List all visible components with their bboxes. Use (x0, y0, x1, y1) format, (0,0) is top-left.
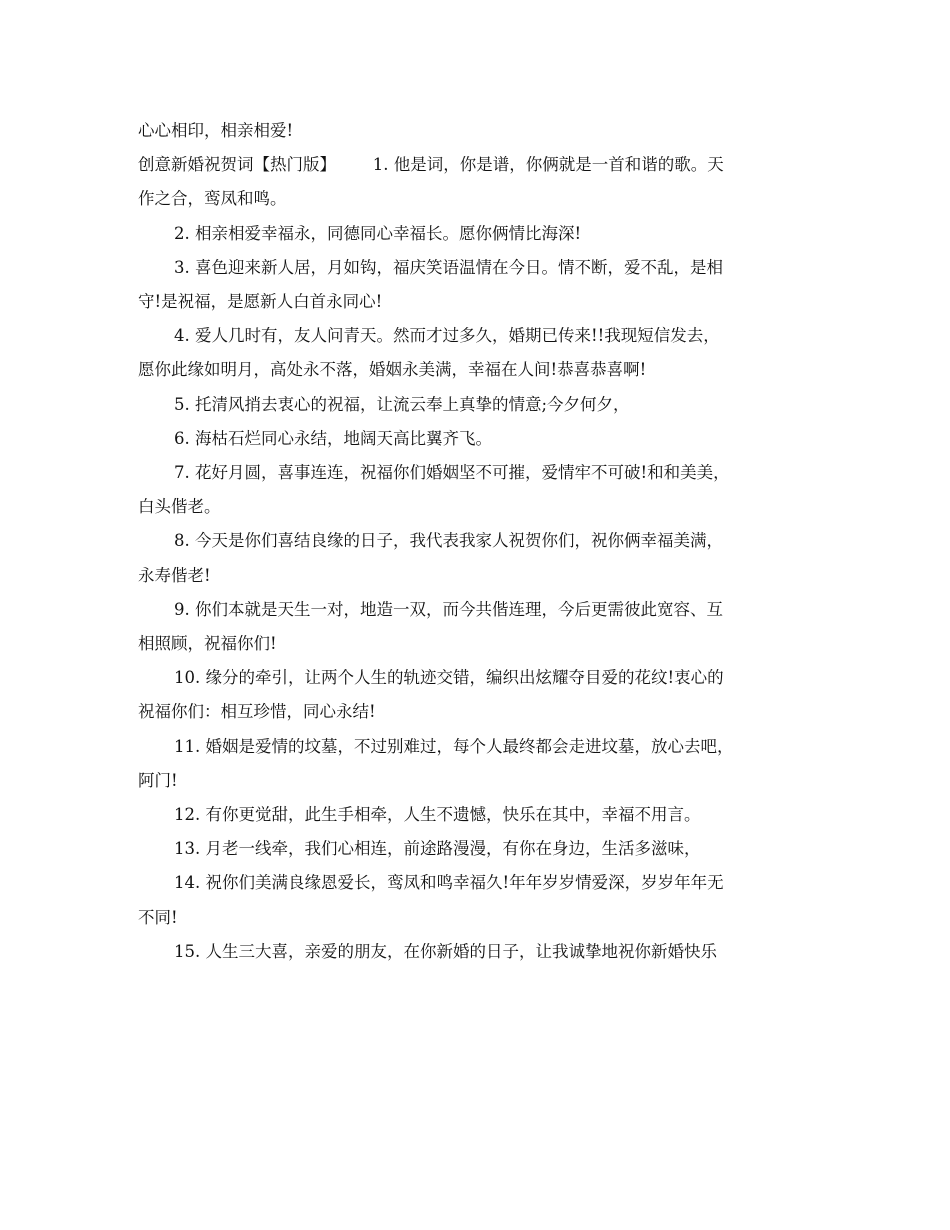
text-line: 白头偕老。 (138, 497, 221, 517)
text-line: 11. 婚姻是爱情的坟墓，不过别难过，每个人最终都会走进坟墓，放心去吧， (174, 736, 734, 756)
text-line: 相照顾，祝福你们! (138, 634, 277, 654)
text-line: 心心相印，相亲相爱! (138, 121, 294, 140)
text-line: 4. 爱人几时有，友人问青天。然而才过多久，婚期已传来!!我现短信发去， (174, 326, 720, 346)
text-line: 9. 你们本就是天生一对，地造一双，而今共偕连理，今后更需彼此宽容、互 (174, 599, 723, 619)
text-line: 3. 喜色迎来新人居，月如钩，福庆笑语温情在今日。情不断，爱不乱，是相 (174, 257, 723, 277)
text-line: 愿你此缘如明月，高处永不落，婚姻永美满，幸福在人间!恭喜恭喜啊! (138, 360, 647, 380)
text-line: 祝福你们：相互珍惜，同心永结! (138, 702, 376, 722)
text-line: 14. 祝你们美满良缘恩爱长，鸾凤和鸣幸福久!年年岁岁情爱深，岁岁年年无 (174, 873, 724, 893)
text-line: 6. 海枯石烂同心永结，地阔天高比翼齐飞。 (174, 428, 492, 448)
text-line: 12. 有你更觉甜，此生手相牵，人生不遗憾，快乐在其中，幸福不用言。 (174, 805, 701, 825)
document-body (138, 114, 818, 969)
text-line: 不同! (138, 907, 178, 927)
text-line: 守!是祝福，是愿新人白首永同心! (138, 292, 383, 312)
text-line: 永寿偕老! (138, 565, 211, 585)
text-line: 2. 相亲相爱幸福永，同德同心幸福长。愿你俩情比海深! (174, 223, 582, 243)
text-line: 15. 人生三大喜，亲爱的朋友，在你新婚的日子，让我诚挚地祝你新婚快乐 (174, 941, 717, 961)
text-line: 阿门! (138, 770, 178, 790)
text-line: 作之合，鸾凤和鸣。 (138, 189, 287, 209)
text-line: 5. 托清风捎去衷心的祝福，让流云奉上真挚的情意;今夕何夕， (174, 394, 630, 414)
text-line: 8. 今天是你们喜结良缘的日子，我代表我家人祝贺你们，祝你俩幸福美满， (174, 531, 723, 551)
text-line: 创意新婚祝贺词【热门版】 1. 他是词，你是谱，你俩就是一首和谐的歌。天 (138, 155, 724, 175)
text-line: 13. 月老一线牵，我们心相连，前途路漫漫，有你在身边，生活多滋味， (174, 839, 701, 859)
text-line: 7. 花好月圆，喜事连连，祝福你们婚姻坚不可摧，爱情牢不可破!和和美美， (174, 463, 730, 483)
document-page (138, 114, 818, 969)
text-line: 10. 缘分的牵引，让两个人生的轨迹交错，编织出炫耀夺目爱的花纹!衷心的 (174, 668, 724, 688)
